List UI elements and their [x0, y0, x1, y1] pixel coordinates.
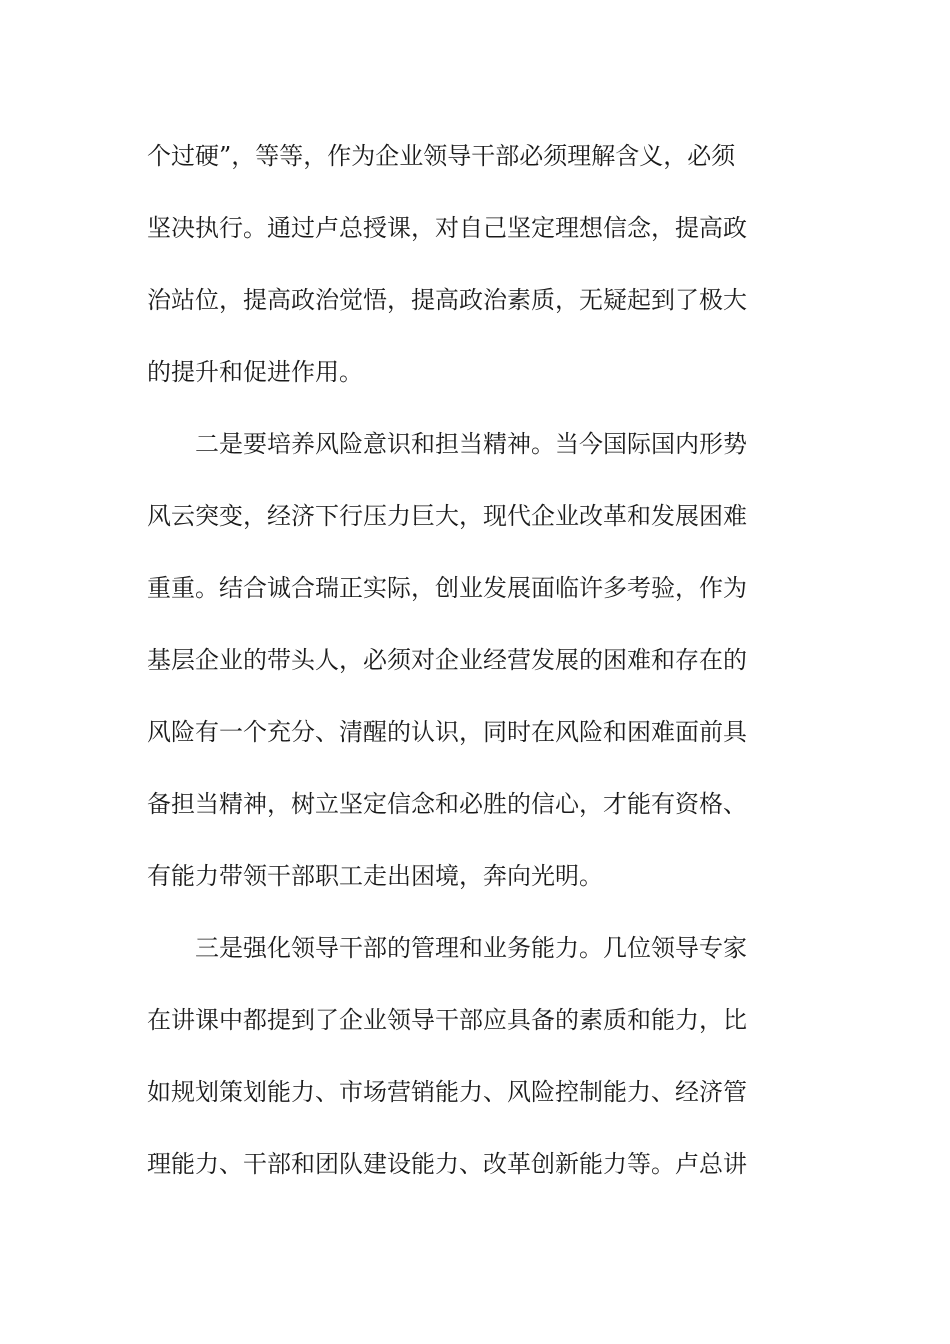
body-text [147, 120, 787, 1200]
text-line: 治站位，提高政治觉悟，提高政治素质，无疑起到了极大 [147, 286, 747, 314]
text-line: 基层企业的带头人，必须对企业经营发展的困难和存在的 [147, 646, 747, 674]
text-line: 坚决执行。通过卢总授课，对自己坚定理想信念，提高政 [147, 214, 747, 242]
text-line: 在讲课中都提到了企业领导干部应具备的素质和能力，比 [147, 1006, 747, 1034]
text-line: 风云突变，经济下行压力巨大，现代企业改革和发展困难 [147, 502, 747, 530]
text-line: 的提升和促进作用。 [147, 358, 363, 386]
text-line: 二是要培养风险意识和担当精神。当今国际国内形势 [195, 430, 747, 458]
text-line: 有能力带领干部职工走出困境，奔向光明。 [147, 862, 603, 890]
text-line: 个过硬”，等等，作为企业领导干部必须理解含义，必须 [147, 142, 736, 170]
text-line: 理能力、干部和团队建设能力、改革创新能力等。卢总讲 [147, 1150, 747, 1178]
text-line: 如规划策划能力、市场营销能力、风险控制能力、经济管 [147, 1078, 747, 1106]
text-line: 备担当精神，树立坚定信念和必胜的信心，才能有资格、 [147, 790, 747, 818]
text-line: 三是强化领导干部的管理和业务能力。几位领导专家 [195, 934, 747, 962]
text-line: 风险有一个充分、清醒的认识，同时在风险和困难面前具 [147, 718, 747, 746]
text-line: 重重。结合诚合瑞正实际，创业发展面临许多考验，作为 [147, 574, 747, 602]
